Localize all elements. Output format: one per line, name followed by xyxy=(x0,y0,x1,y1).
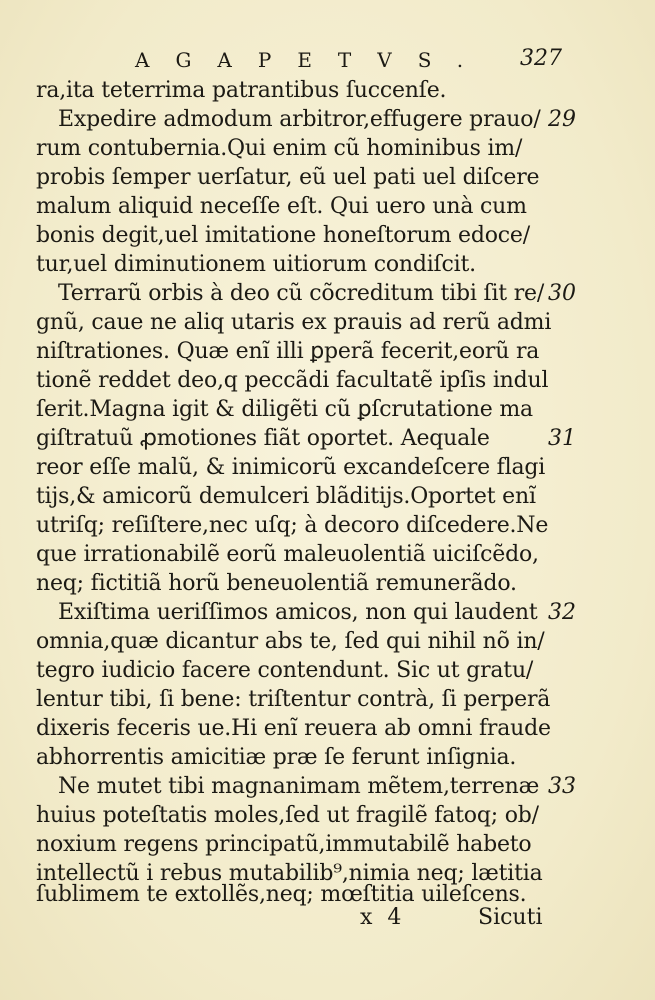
section-number: 33 xyxy=(548,774,576,799)
text-line: tijs,& amicorũ demulceri blãditijs.Oportet enĩ xyxy=(36,484,536,509)
text-line: rum contubernia.Qui enim cũ hominibus im/ xyxy=(36,136,523,161)
text-line: malum aliquid neceſſe eſt. Qui uero unà cum xyxy=(36,194,527,219)
catchword: Sicuti xyxy=(478,905,543,930)
text-line: ſublimem te extollẽs,neq; mœſtitia uileſcens. xyxy=(36,882,527,907)
text-line: ſerit.Magna igit & diligẽti cũ ꝑſcrutatione ma xyxy=(36,397,533,422)
signature-mark: x 4 xyxy=(360,905,406,930)
text-line: dixeris feceris ue.Hi enĩ reuera ab omni fraude xyxy=(36,716,551,741)
section-number: 30 xyxy=(548,281,576,306)
text-line: probis ſemper uerſatur, eũ uel pati uel diſcere xyxy=(36,165,540,190)
text-line: Terrarũ orbis à deo cũ cõcreditum tibi ſit re/ xyxy=(58,281,545,306)
text-line: abhorrentis amicitiæ præ ſe ferunt inſignia. xyxy=(36,745,517,770)
text-line: Ne mutet tibi magnanimam mẽtem,terrenæ xyxy=(58,774,540,799)
text-line: giſtratuũ ꝓmotiones fiãt oportet. Aequale xyxy=(36,426,490,451)
text-line: Expedire admodum arbitror,effugere prauo/ xyxy=(58,107,541,132)
text-line: bonis degit,uel imitatione honeſtorum edoce/ xyxy=(36,223,530,248)
text-line: ra,ita teterrima patrantibus ſuccenſe. xyxy=(36,78,447,103)
text-line: neq; fictitiã horũ beneuolentiã remunerãdo. xyxy=(36,571,517,596)
running-head: AGAPETVS. xyxy=(135,48,490,72)
text-line: noxium regens principatũ,immutabilẽ habeto xyxy=(36,832,532,857)
text-line: intellectũ i rebus mutabilib⁹,nimia neq; lætitia xyxy=(36,861,543,886)
text-line: lentur tibi, ſi bene: triſtentur contrà, ſi perperã xyxy=(36,687,551,712)
text-line: reor eſſe malũ, & inimicorũ excandeſcere flagi xyxy=(36,455,546,480)
text-line: tegro iudicio facere contendunt. Sic ut gratu/ xyxy=(36,658,534,683)
text-line: niſtrationes. Quæ enĩ illi ꝑperã fecerit,eorũ ra xyxy=(36,339,540,364)
text-line: Exiſtima ueriſſimos amicos, non qui laudent xyxy=(58,600,538,625)
text-line: gnũ, caue ne aliq utaris ex prauis ad rerũ admi xyxy=(36,310,552,335)
text-line: utriſq; reſiſtere,nec uſq; à decoro diſcedere.Ne xyxy=(36,513,549,538)
text-line: huius poteſtatis moles,ſed ut fragilẽ fatoq; ob/ xyxy=(36,803,539,828)
text-line: omnia,quæ dicantur abs te, ſed qui nihil nõ in/ xyxy=(36,629,545,654)
text-line: tur,uel diminutionem uitiorum condiſcit. xyxy=(36,252,476,277)
section-number: 31 xyxy=(548,426,576,451)
section-number: 29 xyxy=(548,107,576,132)
text-line: que irrationabilẽ eorũ maleuolentiã uiciſcẽdo, xyxy=(36,542,539,567)
text-line: tionẽ reddet deo,q peccãdi facultatẽ ipſis indul xyxy=(36,368,549,393)
section-number: 32 xyxy=(548,600,576,625)
page-number: 327 xyxy=(520,46,562,71)
